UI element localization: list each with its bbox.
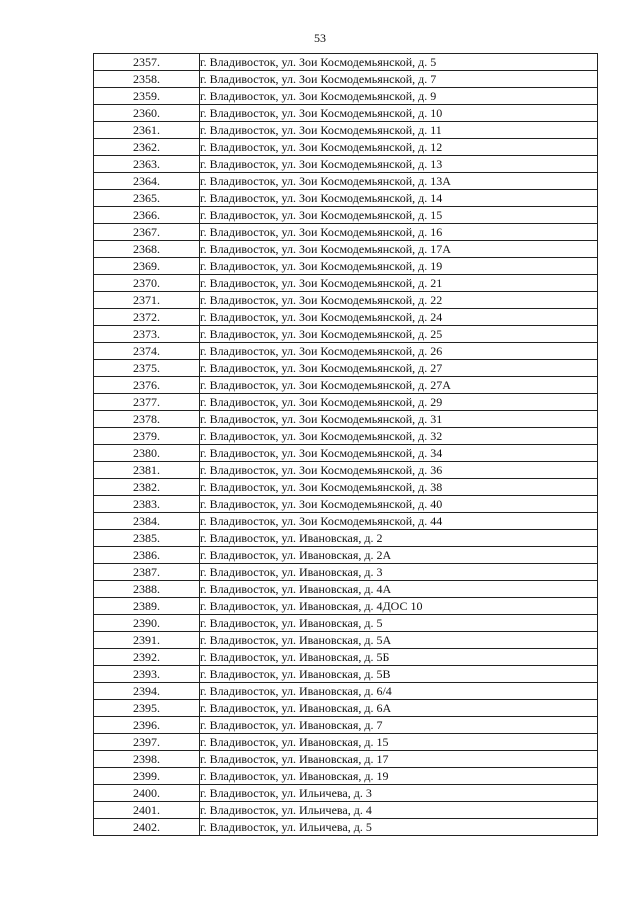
row-address: г. Владивосток, ул. Ивановская, д. 4ДОС 10 <box>200 598 598 615</box>
row-number: 2371. <box>94 292 200 309</box>
row-address: г. Владивосток, ул. Зои Космодемьянской, д. 14 <box>200 190 598 207</box>
table-row <box>94 241 598 258</box>
table-row <box>94 683 598 700</box>
row-address: г. Владивосток, ул. Ивановская, д. 15 <box>200 734 598 751</box>
table-row <box>94 139 598 156</box>
row-address: г. Владивосток, ул. Ивановская, д. 3 <box>200 564 598 581</box>
page-number: 53 <box>314 31 326 45</box>
row-address: г. Владивосток, ул. Зои Космодемьянской, д. 40 <box>200 496 598 513</box>
row-address: г. Владивосток, ул. Ивановская, д. 2А <box>200 547 598 564</box>
row-number: 2399. <box>94 768 200 785</box>
row-address: г. Владивосток, ул. Зои Космодемьянской, д. 16 <box>200 224 598 241</box>
row-address: г. Владивосток, ул. Ивановская, д. 5В <box>200 666 598 683</box>
row-address: г. Владивосток, ул. Ивановская, д. 19 <box>200 768 598 785</box>
table-row <box>94 479 598 496</box>
row-number: 2392. <box>94 649 200 666</box>
row-number: 2387. <box>94 564 200 581</box>
row-address: г. Владивосток, ул. Зои Космодемьянской, д. 29 <box>200 394 598 411</box>
row-address: г. Владивосток, ул. Зои Космодемьянской, д. 44 <box>200 513 598 530</box>
address-table-body <box>94 54 598 836</box>
row-number: 2385. <box>94 530 200 547</box>
row-number: 2358. <box>94 71 200 88</box>
row-number: 2367. <box>94 224 200 241</box>
table-row <box>94 666 598 683</box>
row-number: 2389. <box>94 598 200 615</box>
row-number: 2361. <box>94 122 200 139</box>
table-row <box>94 190 598 207</box>
row-address: г. Владивосток, ул. Зои Космодемьянской, д. 9 <box>200 88 598 105</box>
row-address: г. Владивосток, ул. Ильичева, д. 4 <box>200 802 598 819</box>
row-number: 2400. <box>94 785 200 802</box>
row-number: 2380. <box>94 445 200 462</box>
table-row <box>94 751 598 768</box>
row-number: 2394. <box>94 683 200 700</box>
table-row <box>94 428 598 445</box>
row-address: г. Владивосток, ул. Ивановская, д. 7 <box>200 717 598 734</box>
row-address: г. Владивосток, ул. Зои Космодемьянской, д. 36 <box>200 462 598 479</box>
row-number: 2359. <box>94 88 200 105</box>
row-address: г. Владивосток, ул. Зои Космодемьянской, д. 19 <box>200 258 598 275</box>
row-number: 2376. <box>94 377 200 394</box>
table-row <box>94 819 598 836</box>
row-number: 2368. <box>94 241 200 258</box>
table-row <box>94 360 598 377</box>
row-number: 2363. <box>94 156 200 173</box>
table-row <box>94 445 598 462</box>
row-address: г. Владивосток, ул. Зои Космодемьянской, д. 17А <box>200 241 598 258</box>
table-row <box>94 513 598 530</box>
row-address: г. Владивосток, ул. Зои Космодемьянской, д. 7 <box>200 71 598 88</box>
row-address: г. Владивосток, ул. Зои Космодемьянской, д. 24 <box>200 309 598 326</box>
row-address: г. Владивосток, ул. Зои Космодемьянской, д. 27 <box>200 360 598 377</box>
row-number: 2369. <box>94 258 200 275</box>
row-number: 2390. <box>94 615 200 632</box>
row-address: г. Владивосток, ул. Ивановская, д. 5 <box>200 615 598 632</box>
row-number: 2375. <box>94 360 200 377</box>
table-row <box>94 156 598 173</box>
row-number: 2397. <box>94 734 200 751</box>
row-address: г. Владивосток, ул. Ильичева, д. 3 <box>200 785 598 802</box>
table-row <box>94 802 598 819</box>
row-number: 2391. <box>94 632 200 649</box>
row-number: 2365. <box>94 190 200 207</box>
row-number: 2362. <box>94 139 200 156</box>
row-number: 2378. <box>94 411 200 428</box>
table-row <box>94 173 598 190</box>
row-address: г. Владивосток, ул. Зои Космодемьянской, д. 13 <box>200 156 598 173</box>
table-row <box>94 462 598 479</box>
table-row <box>94 71 598 88</box>
row-number: 2373. <box>94 326 200 343</box>
table-row <box>94 649 598 666</box>
row-number: 2381. <box>94 462 200 479</box>
row-address: г. Владивосток, ул. Зои Космодемьянской, д. 12 <box>200 139 598 156</box>
row-address: г. Владивосток, ул. Зои Космодемьянской, д. 26 <box>200 343 598 360</box>
row-number: 2357. <box>94 54 200 71</box>
row-number: 2395. <box>94 700 200 717</box>
table-row <box>94 564 598 581</box>
table-row <box>94 207 598 224</box>
row-address: г. Владивосток, ул. Зои Космодемьянской, д. 31 <box>200 411 598 428</box>
row-address: г. Владивосток, ул. Ивановская, д. 4А <box>200 581 598 598</box>
table-row <box>94 768 598 785</box>
table-row <box>94 292 598 309</box>
row-number: 2377. <box>94 394 200 411</box>
row-address: г. Владивосток, ул. Зои Космодемьянской, д. 34 <box>200 445 598 462</box>
row-address: г. Владивосток, ул. Зои Космодемьянской, д. 38 <box>200 479 598 496</box>
row-number: 2393. <box>94 666 200 683</box>
table-row <box>94 598 598 615</box>
row-address: г. Владивосток, ул. Ивановская, д. 5А <box>200 632 598 649</box>
table-row <box>94 615 598 632</box>
row-number: 2382. <box>94 479 200 496</box>
row-number: 2401. <box>94 802 200 819</box>
row-number: 2366. <box>94 207 200 224</box>
table-row <box>94 105 598 122</box>
table-row <box>94 632 598 649</box>
table-row <box>94 275 598 292</box>
table-row <box>94 326 598 343</box>
table-row <box>94 734 598 751</box>
row-address: г. Владивосток, ул. Ивановская, д. 17 <box>200 751 598 768</box>
row-number: 2360. <box>94 105 200 122</box>
row-number: 2379. <box>94 428 200 445</box>
row-address: г. Владивосток, ул. Зои Космодемьянской, д. 25 <box>200 326 598 343</box>
row-address: г. Владивосток, ул. Ильичева, д. 5 <box>200 819 598 836</box>
row-number: 2383. <box>94 496 200 513</box>
row-address: г. Владивосток, ул. Зои Космодемьянской, д. 13А <box>200 173 598 190</box>
row-number: 2372. <box>94 309 200 326</box>
table-row <box>94 88 598 105</box>
row-address: г. Владивосток, ул. Зои Космодемьянской, д. 22 <box>200 292 598 309</box>
address-table <box>93 53 598 836</box>
table-row <box>94 581 598 598</box>
table-row <box>94 258 598 275</box>
row-number: 2370. <box>94 275 200 292</box>
table-row <box>94 343 598 360</box>
row-number: 2398. <box>94 751 200 768</box>
row-address: г. Владивосток, ул. Зои Космодемьянской, д. 11 <box>200 122 598 139</box>
table-row <box>94 496 598 513</box>
row-number: 2388. <box>94 581 200 598</box>
table-row <box>94 122 598 139</box>
row-number: 2396. <box>94 717 200 734</box>
row-address: г. Владивосток, ул. Зои Космодемьянской, д. 15 <box>200 207 598 224</box>
table-row <box>94 224 598 241</box>
row-address: г. Владивосток, ул. Ивановская, д. 5Б <box>200 649 598 666</box>
row-address: г. Владивосток, ул. Ивановская, д. 6/4 <box>200 683 598 700</box>
row-address: г. Владивосток, ул. Зои Космодемьянской, д. 10 <box>200 105 598 122</box>
row-number: 2384. <box>94 513 200 530</box>
table-row <box>94 309 598 326</box>
table-row <box>94 411 598 428</box>
row-number: 2364. <box>94 173 200 190</box>
table-row <box>94 394 598 411</box>
table-row <box>94 54 598 71</box>
row-address: г. Владивосток, ул. Зои Космодемьянской, д. 5 <box>200 54 598 71</box>
row-address: г. Владивосток, ул. Ивановская, д. 6А <box>200 700 598 717</box>
table-row <box>94 377 598 394</box>
row-address: г. Владивосток, ул. Зои Космодемьянской, д. 32 <box>200 428 598 445</box>
table-row <box>94 717 598 734</box>
row-number: 2386. <box>94 547 200 564</box>
table-row <box>94 530 598 547</box>
row-address: г. Владивосток, ул. Зои Космодемьянской, д. 27А <box>200 377 598 394</box>
row-number: 2402. <box>94 819 200 836</box>
table-row <box>94 700 598 717</box>
row-address: г. Владивосток, ул. Зои Космодемьянской, д. 21 <box>200 275 598 292</box>
row-address: г. Владивосток, ул. Ивановская, д. 2 <box>200 530 598 547</box>
row-number: 2374. <box>94 343 200 360</box>
table-row <box>94 547 598 564</box>
table-row <box>94 785 598 802</box>
